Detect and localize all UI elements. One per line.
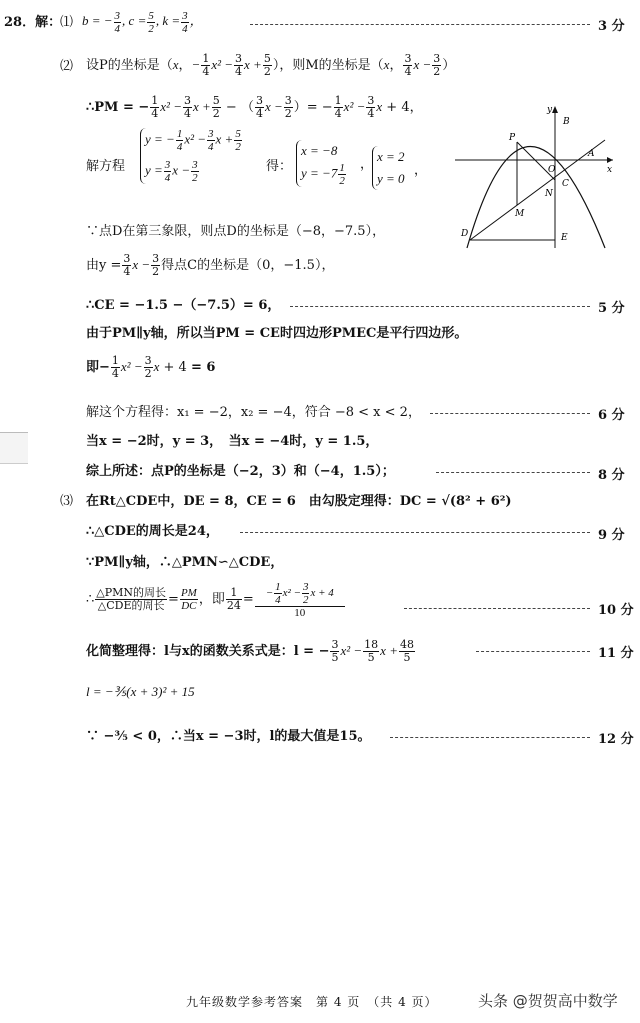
summary-line: 综上所述：点P的坐标是（−2，3）和（−4，1.5）；: [86, 464, 395, 479]
parallel-line: 由于PM∥y轴，所以当PM = CE时四边形PMEC是平行四边形。: [86, 326, 468, 341]
dash-leader: [250, 24, 590, 25]
equation-6: 即− $\frac{1}{4}$ x² − $\frac{3}{2}$ x + 4 = 6: [86, 354, 216, 380]
left-edge-tab: [0, 432, 28, 464]
vertex-form: l = −⅗(x + 3)² + 15: [86, 684, 195, 699]
ce-line: ∴CE = −1.5 −（−7.5）= 6，: [86, 298, 281, 313]
score-11: 11 分: [598, 646, 634, 661]
label-y: y: [547, 105, 553, 115]
solution-1: x = −8 y = −7 $\frac{1}{2}$: [296, 140, 347, 187]
watermark: 头条 @贺贺高中数学: [478, 992, 618, 1010]
part2-label: ⑵: [60, 59, 74, 74]
ratio-equation: ∴ $\frac{\text{△PMN的周长}}{\text{△CDE的周长}}$ = $\frac{PM}{DC}$ ，即 $\frac{1}{24}$ = − $\frac{1}{4}$ x² − $\frac{3}{2}$ x + 4 10: [86, 580, 346, 620]
solve-get: 得：: [266, 159, 293, 174]
pm-expression: ∴PM = − $\frac{1}{4}$ x² − $\frac{3}{4}$ x + $\frac{5}{2}$ − （ $\frac{3}{4}$ x − $\frac{3}{2}$ ）= − $\frac{1}{4}$ x² − $\frac{3}{4}$ x + 4，: [86, 94, 423, 120]
problem-number: 28．解：: [4, 15, 62, 30]
equation-system: y = − $\frac{1}{4}$ x² − $\frac{3}{4}$ x + $\frac{5}{2}$ y = $\frac{3}{4}$ x − $\frac{3}{2}$: [140, 128, 243, 184]
part3-line1: 在Rt△CDE中，DE = 8，CE = 6 由勾股定理得：DC = √(8² + 6²): [86, 494, 512, 509]
score-10: 10 分: [598, 603, 634, 618]
score-12: 12 分: [598, 732, 634, 747]
label-m: M: [515, 209, 525, 219]
score-6: 6 分: [598, 408, 625, 423]
dash-leader: [436, 472, 590, 473]
solve-label: 解方程: [86, 159, 126, 174]
label-d: D: [461, 229, 469, 239]
part3-label: ⑶: [60, 494, 74, 509]
point-c-line: 由y = $\frac{3}{4}$ x − $\frac{3}{2}$ 得点C的坐标是（0，−1.5），: [86, 252, 335, 278]
part1-label: ⑴: [60, 15, 74, 30]
dash-leader: [390, 737, 590, 738]
parabola-figure: [455, 100, 615, 250]
dash-leader: [404, 608, 590, 609]
when-line: 当x = −2时，y = 3， 当x = −4时，y = 1.5，: [86, 434, 379, 449]
point-d-line: ∵点D在第三象限，则点D的坐标是（−8，−7.5），: [86, 224, 386, 239]
label-a: A: [588, 149, 595, 159]
dash-leader: [240, 532, 590, 533]
label-p: P: [509, 133, 516, 143]
score-3: 3 分: [598, 19, 625, 34]
label-n: N: [545, 189, 553, 199]
parabola: [467, 147, 605, 249]
part2-coords: 设P的坐标是（x，− $\frac{1}{4}$ x² − $\frac{3}{4}$ x + $\frac{5}{2}$ ），则M的坐标是（x， $\frac{3}{4}$ x − $\frac{3}{2}$ ）: [86, 52, 456, 78]
max-line: ∵ −⅗ < 0，∴当x = −3时，l的最大值是15。: [86, 729, 371, 744]
dash-leader: [476, 651, 590, 652]
simplify-line: 化简整理得：l与x的函数关系式是：l = − $\frac{3}{5}$ x² − $\frac{18}{5}$ x + $\frac{48}{5}$: [86, 638, 414, 664]
line-dc: [470, 140, 605, 240]
part1-answer: b = − $\frac{3}{4}$ , c = $\frac{5}{2}$ , k = $\frac{3}{4}$ ，: [82, 9, 203, 35]
dash-leader: [430, 413, 590, 414]
label-e: E: [561, 233, 568, 243]
label-o: O: [548, 165, 556, 175]
label-x: x: [607, 165, 613, 175]
part3-perimeter: ∴△CDE的周长是24，: [86, 524, 219, 539]
score-5: 5 分: [598, 301, 625, 316]
page-footer: 九年级数学参考答案 第 4 页 （共 4 页）: [186, 995, 438, 1009]
part3-similar: ∵PM∥y轴，∴△PMN∽△CDE，: [86, 555, 284, 570]
label-b: B: [563, 117, 570, 127]
solution-2: x = 2 y = 0: [372, 146, 405, 190]
score-8: 8 分: [598, 468, 625, 483]
solve-eq-line: 解这个方程得：x₁ = −2，x₂ = −4，符合 −8 < x < 2，: [86, 405, 421, 420]
dash-leader: [290, 306, 590, 307]
score-9: 9 分: [598, 528, 625, 543]
label-c: C: [562, 179, 569, 189]
